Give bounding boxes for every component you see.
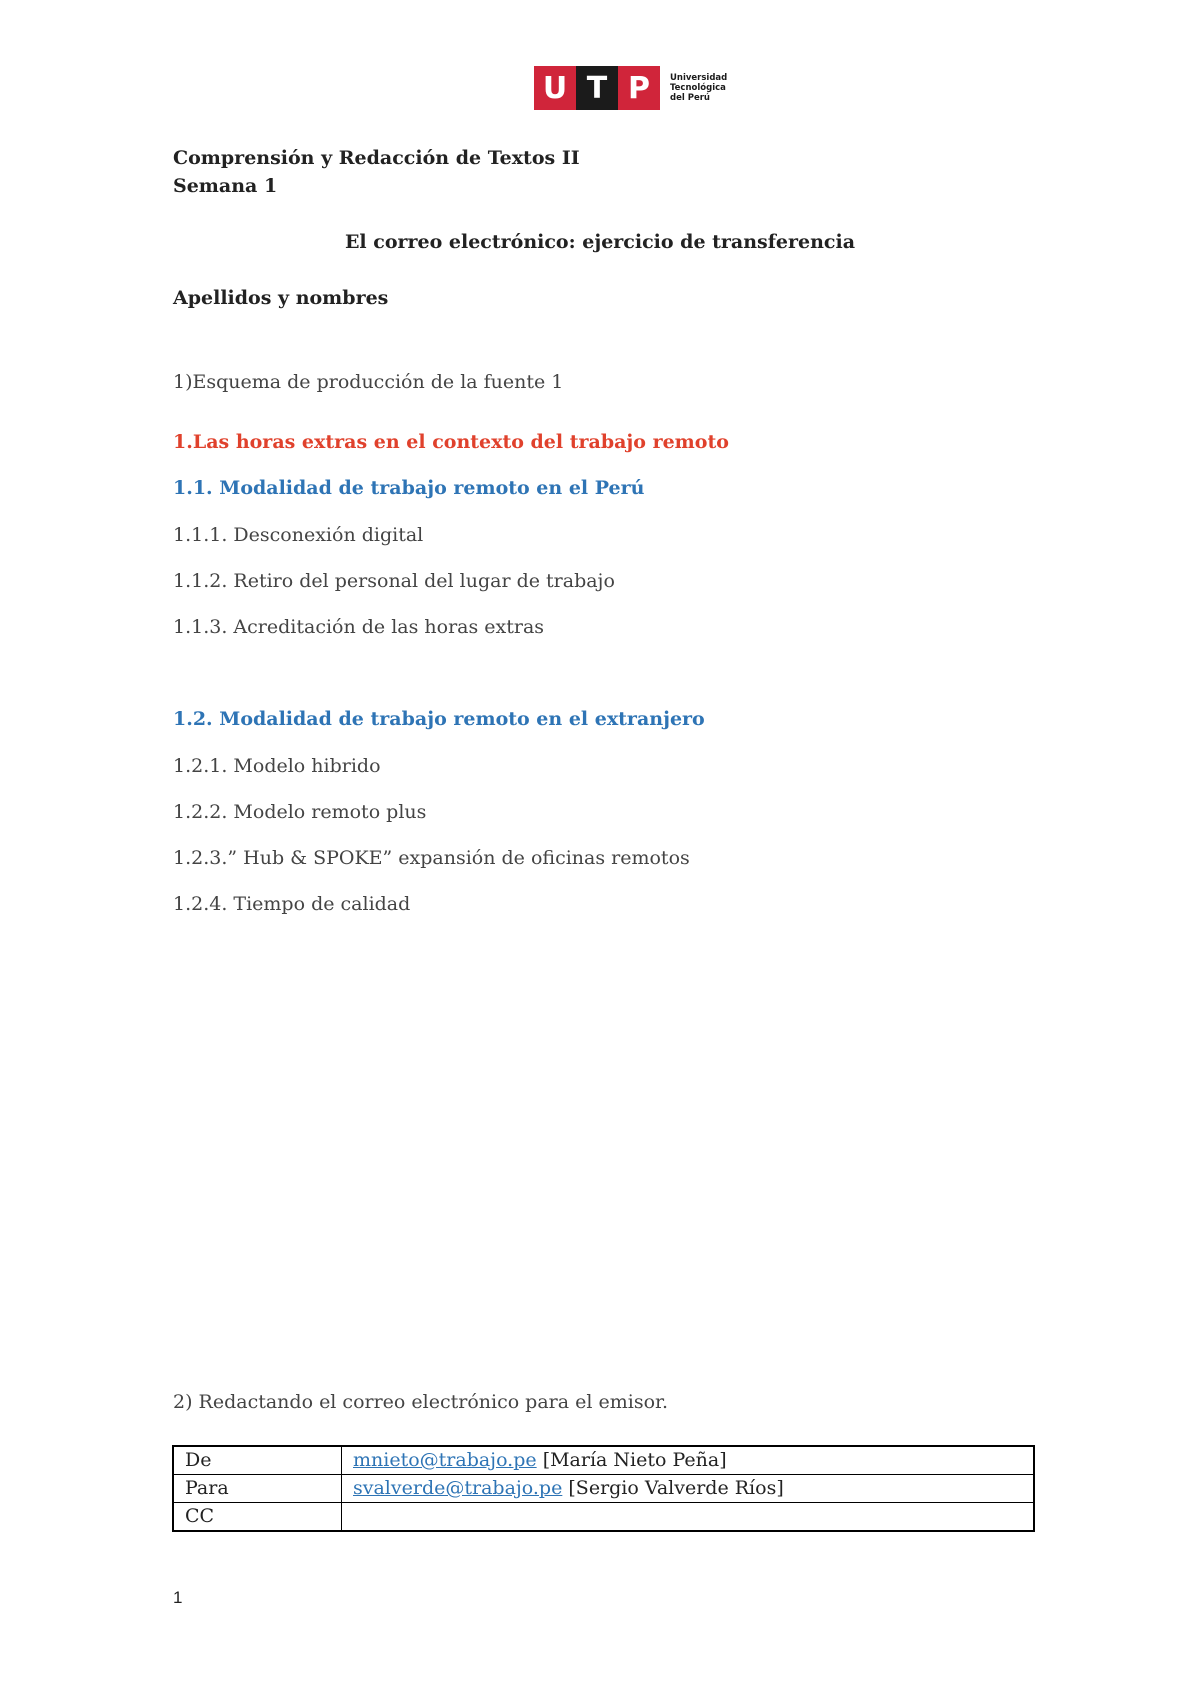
email-header-table [172,1445,1035,1532]
subtopic-2-item: 1.2.4. Tiempo de calidad [173,893,411,915]
to-email-link[interactable]: svalverde@trabajo.pe [353,1477,563,1499]
subtopic-2-title: 1.2. Modalidad de trabajo remoto en el extranjero [173,708,705,730]
name-label: Apellidos y nombres [173,287,389,309]
from-value [342,1446,1035,1475]
page-number: 1 [173,1588,183,1607]
subtopic-1-item: 1.1.3. Acreditación de las horas extras [173,616,545,638]
subtopic-2-item: 1.2.2. Modelo remoto plus [173,801,427,823]
from-email-link[interactable]: mnieto@trabajo.pe [353,1449,537,1471]
to-name: [Sergio Valverde Ríos] [568,1477,784,1499]
table-row [173,1446,1034,1475]
document-title: El correo electrónico: ejercicio de transferencia [344,231,856,253]
subtopic-1-item: 1.1.2. Retiro del personal del lugar de trabajo [173,570,615,592]
from-name: [María Nieto Peña] [542,1449,727,1471]
logo-letter-u: U [534,66,576,110]
cc-value [342,1503,1035,1532]
to-label: Para [173,1475,342,1503]
utp-logo [534,66,727,110]
logo-text-line: Universidad [670,73,728,83]
table-row [173,1475,1034,1503]
logo-text-line: del Perú [670,93,710,103]
logo-letters [534,66,660,110]
subtopic-1-title: 1.1. Modalidad de trabajo remoto en el Perú [173,477,645,499]
logo-text-line: Tecnológica [670,83,726,93]
logo-university-name [670,73,727,103]
section1-heading: 1)Esquema de producción de la fuente 1 [173,371,564,393]
subtopic-2-item: 1.2.1. Modelo hibrido [173,755,381,777]
main-topic: 1.Las horas extras en el contexto del trabajo remoto [173,431,729,453]
from-label: De [173,1446,342,1475]
to-value [342,1475,1035,1503]
table-row [173,1503,1034,1532]
week-label: Semana 1 [173,175,278,197]
cc-label: CC [173,1503,342,1532]
subtopic-2-item: 1.2.3.” Hub & SPOKE” expansión de oficinas remotos [173,847,690,869]
logo-letter-t: T [576,66,618,110]
course-title: Comprensión y Redacción de Textos II [173,147,580,169]
logo-letter-p: P [618,66,660,110]
section2-heading: 2) Redactando el correo electrónico para el emisor. [173,1391,669,1413]
subtopic-1-item: 1.1.1. Desconexión digital [173,524,424,546]
